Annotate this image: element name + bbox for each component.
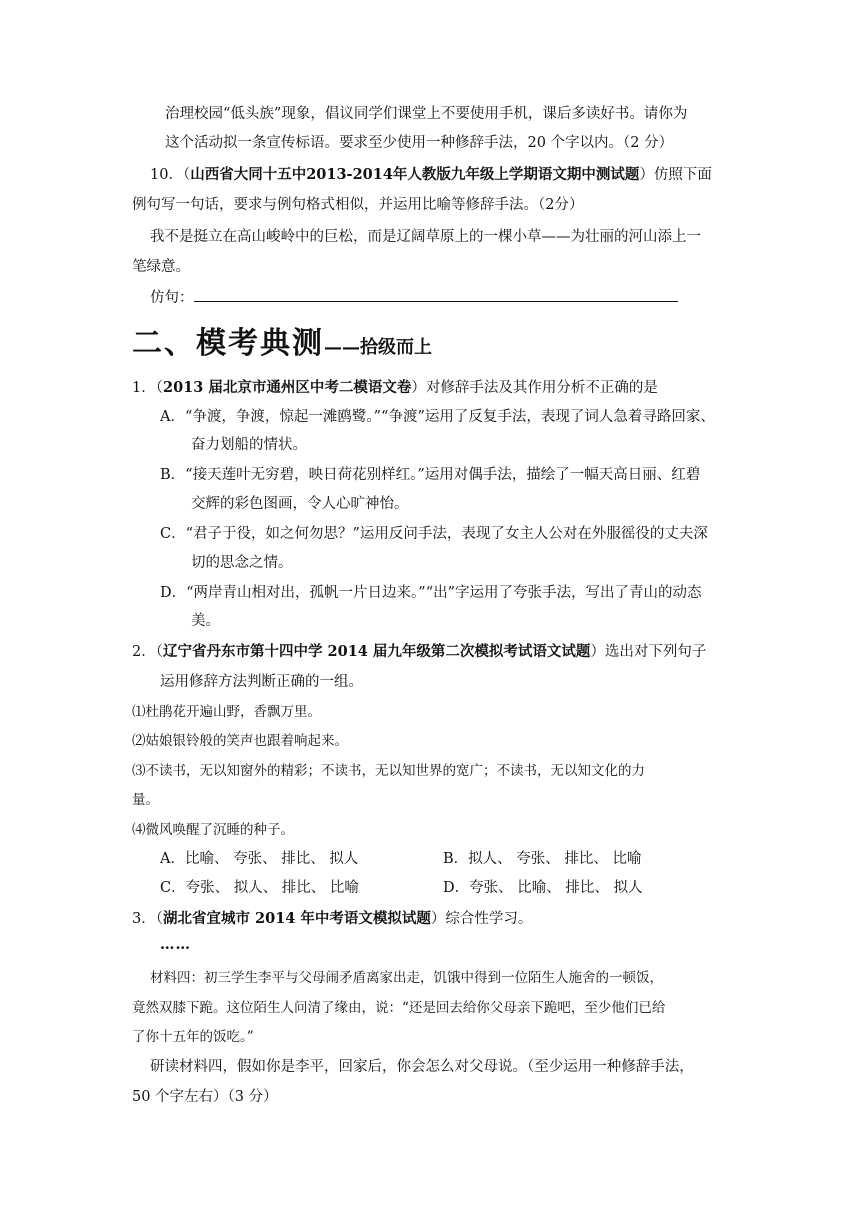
q3-task-2: 50 个字左右）（3 分） <box>132 1089 278 1105</box>
q2-number: 2．（ <box>132 644 163 660</box>
q2-sentence-4: ⑷微风唤醒了沉睡的种子。 <box>132 822 294 838</box>
q2-source: 辽宁省丹东市第十四中学 2014 届九年级第二次模拟考试语文试题 <box>162 643 591 660</box>
q10-example-2: 笔绿意。 <box>132 259 190 275</box>
q1-option-d-2: 美。 <box>191 613 220 629</box>
q2-option-b: B．拟人、 夸张、 排比、 比喻 <box>443 851 642 867</box>
q1-option-a-2: 奋力划船的情状。 <box>191 437 307 453</box>
q10-number: 10．（ <box>150 167 191 183</box>
q10-imitate <box>150 287 678 308</box>
q3-material-1: 材料四：初三学生李平与父母闹矛盾离家出走，饥饿中得到一位陌生人施舍的一顿饭， <box>150 970 663 986</box>
q1-option-b-1: B．“接天莲叶无穷碧，映日荷花别样红。”运用对偶手法，描绘了一幅天高日丽、红碧 <box>160 467 701 483</box>
q2-option-c: C．夸张、 拟人、 排比、 比喻 <box>160 880 359 896</box>
q10-stem <box>150 165 712 185</box>
q1-number: 1．（ <box>132 380 163 396</box>
q3-task-1: 研读材料四，假如你是李平，回家后，你会怎么对父母说。（至少运用一种修辞手法， <box>150 1059 694 1075</box>
q10-rest: ）仿照下面 <box>639 167 712 183</box>
q1-rest: ）对修辞手法及其作用分析不正确的是 <box>411 380 658 396</box>
q1-option-c-1: C．“君子于役，如之何勿思？”运用反问手法，表现了女主人公对在外服徭役的丈夫深 <box>160 526 708 542</box>
imitate-answer-line[interactable] <box>194 287 678 302</box>
q2-sentence-2: ⑵姑娘银铃般的笑声也跟着响起来。 <box>132 733 348 749</box>
q2-sentence-1: ⑴杜鹃花开遍山野，香飘万里。 <box>132 704 321 720</box>
q2-option-d: D．夸张、 比喻、 排比、 拟人 <box>443 880 643 896</box>
q3-rest: ）综合性学习。 <box>430 911 533 927</box>
q3-stem <box>132 909 532 929</box>
q1-option-c-2: 切的思念之情。 <box>191 555 293 571</box>
q2-sentence-3a: ⑶不读书，无以知窗外的精彩；不读书，无以知世界的宽广；不读书，无以知文化的力 <box>132 763 645 779</box>
q3-number: 3．（ <box>132 911 163 927</box>
q2-rest: ）选出对下列句子 <box>590 644 707 660</box>
q10-line-2: 例句写一句话，要求与例句格式相似，并运用比喻等修辞手法。（2分） <box>132 197 584 213</box>
q1-source: 2013 届北京市通州区中考二模语文卷 <box>162 379 412 396</box>
q1-stem <box>132 378 658 398</box>
q10-example-1: 我不是挺立在高山峻岭中的巨松，而是辽阔草原上的一棵小草——为壮丽的河山添上一 <box>150 229 701 245</box>
q2-option-a: A．比喻、 夸张、 排比、 拟人 <box>160 851 359 867</box>
q2-stem <box>132 642 706 662</box>
q3-material-3: 了你十五年的饭吃。” <box>132 1029 254 1045</box>
q1-option-d-1: D．“两岸青山相对出，孤帆一片日边来。”“出”字运用了夸张手法，写出了青山的动态 <box>160 585 702 601</box>
q1-option-b-2: 交辉的彩色图画，令人心旷神怡。 <box>191 496 409 512</box>
intro-line-2: 这个活动拟一条宣传标语。要求至少使用一种修辞手法，20 个字以内。（2 分） <box>165 135 674 151</box>
imitate-label: 仿句： <box>150 290 194 306</box>
q3-ellipsis: …… <box>160 936 191 953</box>
q10-source: 山西省大同十五中2013-2014年人教版九年级上学期语文期中测试题 <box>190 166 640 183</box>
section-subtitle: ——拾级而上 <box>324 337 432 358</box>
section-heading <box>132 318 432 362</box>
intro-line-1: 治理校园“低头族”现象，倡议同学们课堂上不要使用手机，课后多读好书。请你为 <box>165 106 688 122</box>
q3-source: 湖北省宜城市 2014 年中考语文模拟试题 <box>162 910 431 927</box>
q1-option-a-1: A．“争渡，争渡，惊起一滩鸥鹭。”“争渡”运用了反复手法，表现了词人急着寻路回家、 <box>160 409 715 425</box>
section-title: 二、模考典测 <box>132 326 324 361</box>
q2-sentence-3b: 量。 <box>132 792 159 808</box>
q3-material-2: 竟然双膝下跪。这位陌生人问清了缘由，说：“还是回去给你父母亲下跪吧，至少他们已给 <box>132 1000 666 1016</box>
q2-line-2: 运用修辞方法判断正确的一组。 <box>160 674 363 690</box>
